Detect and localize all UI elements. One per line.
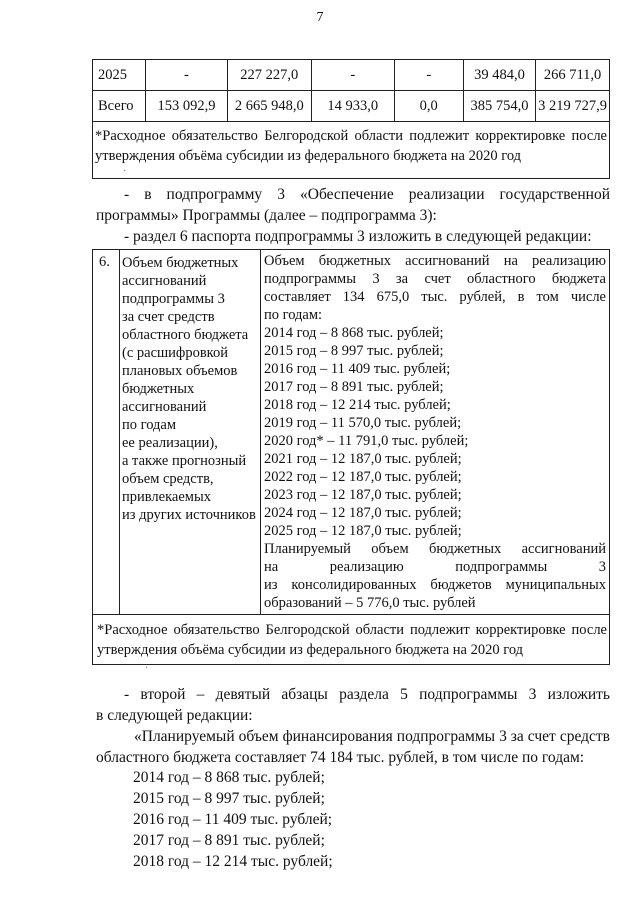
section5-line-1: - второй – девятый абзацы раздела 5 подпрограммы 3 изложить (124, 686, 610, 703)
section5-line-4: областного бюджета составляет 74 184 тыс. рублей, в том числе по годам: (96, 749, 585, 766)
table-cell: 0,0 (394, 91, 463, 122)
label-line: ассигнований (122, 273, 207, 289)
label-line: объем средств, (122, 471, 214, 487)
table-cell: - (146, 60, 227, 91)
section5-year-line: 2015 год – 8 997 тыс. рублей; (133, 790, 325, 807)
label-line: ее реализации), (122, 435, 218, 451)
label-line: из других источников (122, 507, 256, 523)
planned-line: Планируемый объем бюджетных ассигнований (264, 541, 606, 557)
table-cell: 2 665 948,0 (227, 91, 311, 122)
section5-year-line: 2016 год – 11 409 тыс. рублей; (133, 811, 333, 828)
passport-label (120, 250, 261, 615)
label-line: Объем бюджетных (122, 255, 239, 271)
year-line: 2019 год – 11 570,0 тыс. рублей; (264, 415, 462, 431)
passport-table (92, 249, 610, 665)
label-line: плановых объемов (122, 363, 238, 379)
intro-line-1: - в подпрограмму 3 «Обеспечение реализации государственной (124, 186, 610, 203)
year-line: 2015 год – 8 997 тыс. рублей; (264, 343, 444, 359)
year-line: 2021 год – 12 187,0 тыс. рублей; (264, 451, 462, 467)
value-line: Объем бюджетных ассигнований на реализацию (264, 253, 606, 269)
table-cell: 2025 (93, 60, 146, 91)
table-cell: 266 711,0 (536, 60, 610, 91)
table-cell: 227 227,0 (227, 60, 311, 91)
table-cell: - (311, 60, 394, 91)
section5-year-line: 2017 год – 8 891 тыс. рублей; (133, 832, 325, 849)
label-line: за счет средств (122, 309, 215, 325)
footnote: *Расходное обязательство Белгородской области подлежит корректировке после утверждения объёма субсидии из федерального бюджета на 2020 год (93, 122, 610, 179)
section5-line-2: в следующей редакции: (96, 707, 253, 724)
planned-line: из консолидированных бюджетов муниципальных (264, 577, 606, 593)
label-line: (с расшифровкой (122, 345, 228, 361)
row-number: 6. (93, 250, 120, 615)
section5-year-line: 2018 год – 12 214 тыс. рублей; (133, 853, 333, 870)
value-line: составляет 134 675,0 тыс. рублей, в том числе (264, 289, 606, 305)
label-line: ассигнований (122, 399, 207, 415)
year-line: 2017 год – 8 891 тыс. рублей; (264, 379, 444, 395)
table-row (93, 91, 610, 122)
scan-mark: · (145, 663, 149, 674)
table-row (93, 122, 610, 179)
passport-value (261, 250, 610, 615)
intro-line-2: программы» Программы (далее – подпрограмма 3): (96, 207, 437, 224)
table-cell: - (394, 60, 463, 91)
year-line: 2025 год – 12 187,0 тыс. рублей; (264, 523, 462, 539)
label-line: привлекаемых (122, 489, 211, 505)
footnote: *Расходное обязательство Белгородской области подлежит корректировке после утверждения объёма субсидии из федерального бюджета на 2020 год (93, 615, 610, 665)
scan-mark: · (123, 166, 127, 177)
planned-line: на реализацию подпрограммы 3 (264, 559, 606, 575)
year-line: 2014 год – 8 868 тыс. рублей; (264, 325, 444, 341)
label-line: а также прогнозный (122, 453, 247, 469)
label-line: по годам (122, 417, 177, 433)
label-line: областного бюджета (122, 327, 249, 343)
table-cell: 153 092,9 (146, 91, 227, 122)
planned-line: образований – 5 776,0 тыс. рублей (264, 595, 476, 611)
label-line: бюджетных (122, 381, 195, 397)
year-line: 2018 год – 12 214 тыс. рублей; (264, 397, 451, 413)
table-row (93, 60, 610, 91)
value-line: по годам: (264, 307, 323, 323)
year-line: 2016 год – 11 409 тыс. рублей; (264, 361, 451, 377)
table-cell: 39 484,0 (463, 60, 535, 91)
label-line: подпрограммы 3 (122, 291, 225, 307)
table-row (93, 250, 610, 615)
intro-line-3: - раздел 6 паспорта подпрограммы 3 изложить в следующей редакции: (124, 228, 592, 245)
page-number: 7 (316, 10, 324, 25)
year-line: 2022 год – 12 187,0 тыс. рублей; (264, 469, 462, 485)
table-cell: 14 933,0 (311, 91, 394, 122)
financing-table (92, 59, 610, 179)
section5-year-line: 2014 год – 8 868 тыс. рублей; (133, 769, 325, 786)
year-line: 2024 год – 12 187,0 тыс. рублей; (264, 505, 462, 521)
table-cell: 385 754,0 (463, 91, 535, 122)
year-line: 2023 год – 12 187,0 тыс. рублей; (264, 487, 462, 503)
table-cell: 3 219 727,9 (536, 91, 610, 122)
table-row (93, 615, 610, 665)
year-line: 2020 год* – 11 791,0 тыс. рублей; (264, 433, 469, 449)
section5-line-3: «Планируемый объем финансирования подпрограммы 3 за счет средств (134, 728, 610, 745)
table-cell: Всего (93, 91, 146, 122)
value-line: подпрограммы 3 за счет областного бюджета (264, 271, 606, 287)
